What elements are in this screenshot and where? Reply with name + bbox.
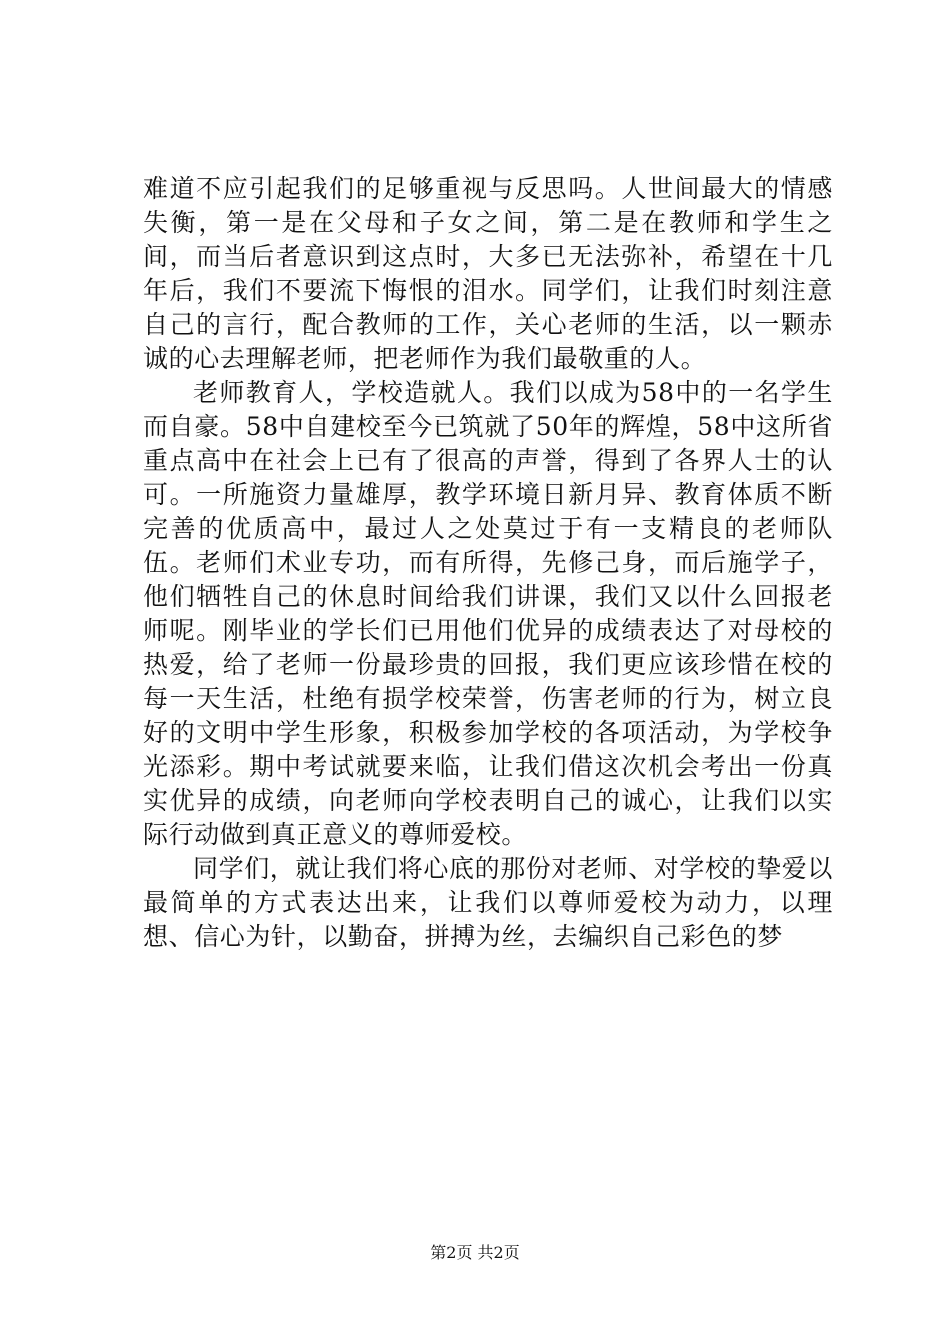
paragraph-1: 难道不应引起我们的足够重视与反思吗。人世间最大的情感失衡，第一是在父母和子女之间，第二是在教师和学生之间，而当后者意识到这点时，大多已无法弥补，希望在十几年后，我们不要流下悔恨的泪水。同学们，让我们时刻注意自己的言行，配合教师的工作，关心老师的生活，以一颗赤诚的心去理解老师，把老师作为我们最敬重的人。 — [143, 174, 833, 373]
document-body — [143, 172, 833, 954]
paragraph-3: 同学们，就让我们将心底的那份对老师、对学校的挚爱以最简单的方式表达出来，让我们以尊师爱校为动力，以理想、信心为针，以勤奋，拼搏为丝，去编织自己彩色的梦 — [143, 854, 834, 951]
page-footer: 第2页 共2页 — [430, 1243, 520, 1262]
paragraph-2: 老师教育人，学校造就人。我们以成为58中的一名学生而自豪。58中自建校至今已筑就了50年的辉煌，58中这所省重点高中在社会上已有了很高的声誉，得到了各界人士的认可。一所施资力量雄厚，教学环境日新月异、教育体质不断完善的优质高中，最过人之处莫过于有一支精良的老师队伍。老师们术业专功，而有所得，先修己身，而后施学子，他们牺牲自己的休息时间给我们讲课，我们又以什么回报老师呢。刚毕业的学长们已用他们优异的成绩表达了对母校的热爱，给了老师一份最珍贵的回报，我们更应该珍惜在校的每一天生活，杜绝有损学校荣誉，伤害老师的行为，树立良好的文明中学生形象，积极参加学校的各项活动，为学校争光添彩。期中考试就要来临，让我们借这次机会考出一份真实优异的成绩，向老师向学校表明自己的诚心，让我们以实际行动做到真正意义的尊师爱校。 — [143, 378, 833, 849]
